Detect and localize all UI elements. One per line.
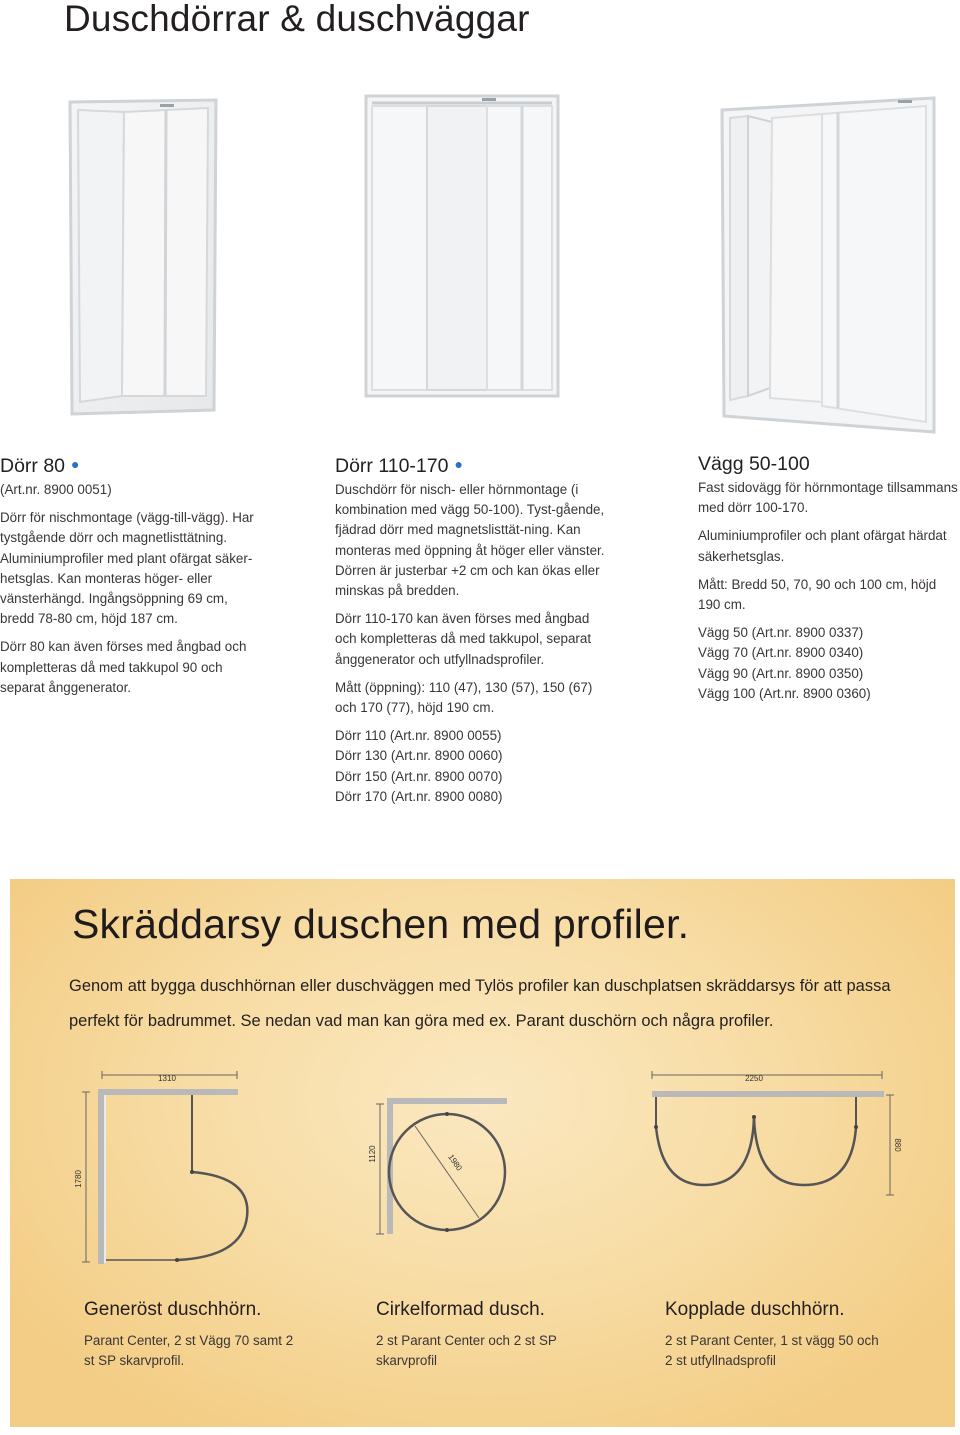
dimension-label: 2250 [745,1074,763,1083]
article-item: Dörr 130 (Art.nr. 8900 0060) [335,748,503,764]
corner-shower-diagram [72,1067,272,1267]
article-list [698,623,960,704]
product-dimensions: Mått: Bredd 50, 70, 90 och 100 cm, höjd 190 cm. [698,576,937,613]
article-item: Dörr 170 (Art.nr. 8900 0080) [335,788,503,804]
article-list [335,726,607,807]
article-item: Dörr 110 (Art.nr. 8900 0055) [335,728,502,744]
product-description: Dörr för nischmontage (vägg-till-vägg). Har tystgående dörr och magnetlisttätning. Aluminiumprofiler med plant ofärgat säker-hetsglas. Kan monteras höger- eller vänsterhängd. Ingångsöppning 69 cm, bredd 78-80 cm, höjd 187 cm. [0,510,254,627]
banner-text: Genom att bygga duschhörnan eller duschväggen med Tylös profiler kan duschplatsen skräddarsys för att passa perfekt för badrummet. Se nedan vad man kan göra med ex. Parant duschörn och några profiler. [69,977,891,1030]
product-material: Aluminiumprofiler och plant ofärgat härdat säkerhetsglas. [698,528,947,564]
door-80-image [64,96,224,416]
bullet-dot-icon: ● [454,456,463,472]
example-circular [376,1299,596,1372]
dimension-label: 1120 [368,1145,377,1163]
dimension-label: 1980 [446,1152,464,1173]
example-text: Parant Center, 2 st Vägg 70 samt 2 st SP skarvprofil. [84,1333,294,1369]
dimension-label: 1310 [158,1074,176,1083]
profiles-banner [10,879,955,1427]
article-item: Vägg 90 (Art.nr. 8900 0350) [698,665,864,681]
banner-title: Skräddarsy duschen med profiler. [72,901,690,947]
example-generous-corner [84,1299,304,1372]
wall-50-100-image [718,96,940,436]
product-dimensions: Mått (öppning): 110 (47), 130 (57), 150 (67) och 170 (77), höjd 190 cm. [335,679,593,716]
product-name: Vägg 50-100 [698,453,810,475]
article-item: Vägg 100 (Art.nr. 8900 0360) [698,685,871,701]
example-text: 2 st Parant Center och 2 st SP skarvprofil [376,1333,557,1369]
article-item: Vägg 50 (Art.nr. 8900 0337) [698,625,864,641]
example-title: Generöst duschhörn. [84,1299,262,1320]
article-item: Vägg 70 (Art.nr. 8900 0340) [698,645,864,661]
product-art-number: (Art.nr. 8900 0051) [0,482,112,497]
product-column-door-110-170 [335,452,607,807]
product-name: Dörr 80 ● [0,455,80,477]
circular-shower-diagram [365,1084,525,1259]
product-name: Dörr 110-170 ● [335,455,463,477]
dimension-label: 880 [893,1138,902,1152]
product-note: Dörr 80 kan även förses med ångbad och kompletteras då med takkupol 90 och separat ånggenerator. [0,639,247,695]
example-coupled [665,1299,885,1372]
article-item: Dörr 150 (Art.nr. 8900 0070) [335,768,503,784]
example-title: Kopplade duschhörn. [665,1299,845,1320]
bullet-dot-icon: ● [71,456,80,472]
page-title: Duschdörrar & duschväggar [64,0,530,39]
product-description: Duschdörr för nisch- eller hörnmontage (i kombination med vägg 50-100). Tyst-gående, fjädrad dörr med magnetslisttät-ning. Kan monteras med öppning åt höger eller vänster. Dörren är justerbar +2 cm och kan ökas eller minskas på bredden. [335,482,605,599]
coupled-shower-diagram [642,1067,902,1207]
example-text: 2 st Parant Center, 1 st vägg 50 och 2 st utfyllnadsprofil [665,1333,879,1369]
dimension-label: 1780 [74,1170,83,1188]
product-note: Dörr 110-170 kan även förses med ångbad och kompletteras då med takkupol, separat ånggenerator och utfyllnadsprofiler. [335,611,592,667]
product-column-wall-50-100 [698,452,960,704]
example-title: Cirkelformad dusch. [376,1299,545,1320]
door-110-170-image [362,92,562,400]
product-column-door-80 [0,452,262,706]
product-description: Fast sidovägg för hörnmontage tillsammans med dörr 100-170. [698,480,958,516]
